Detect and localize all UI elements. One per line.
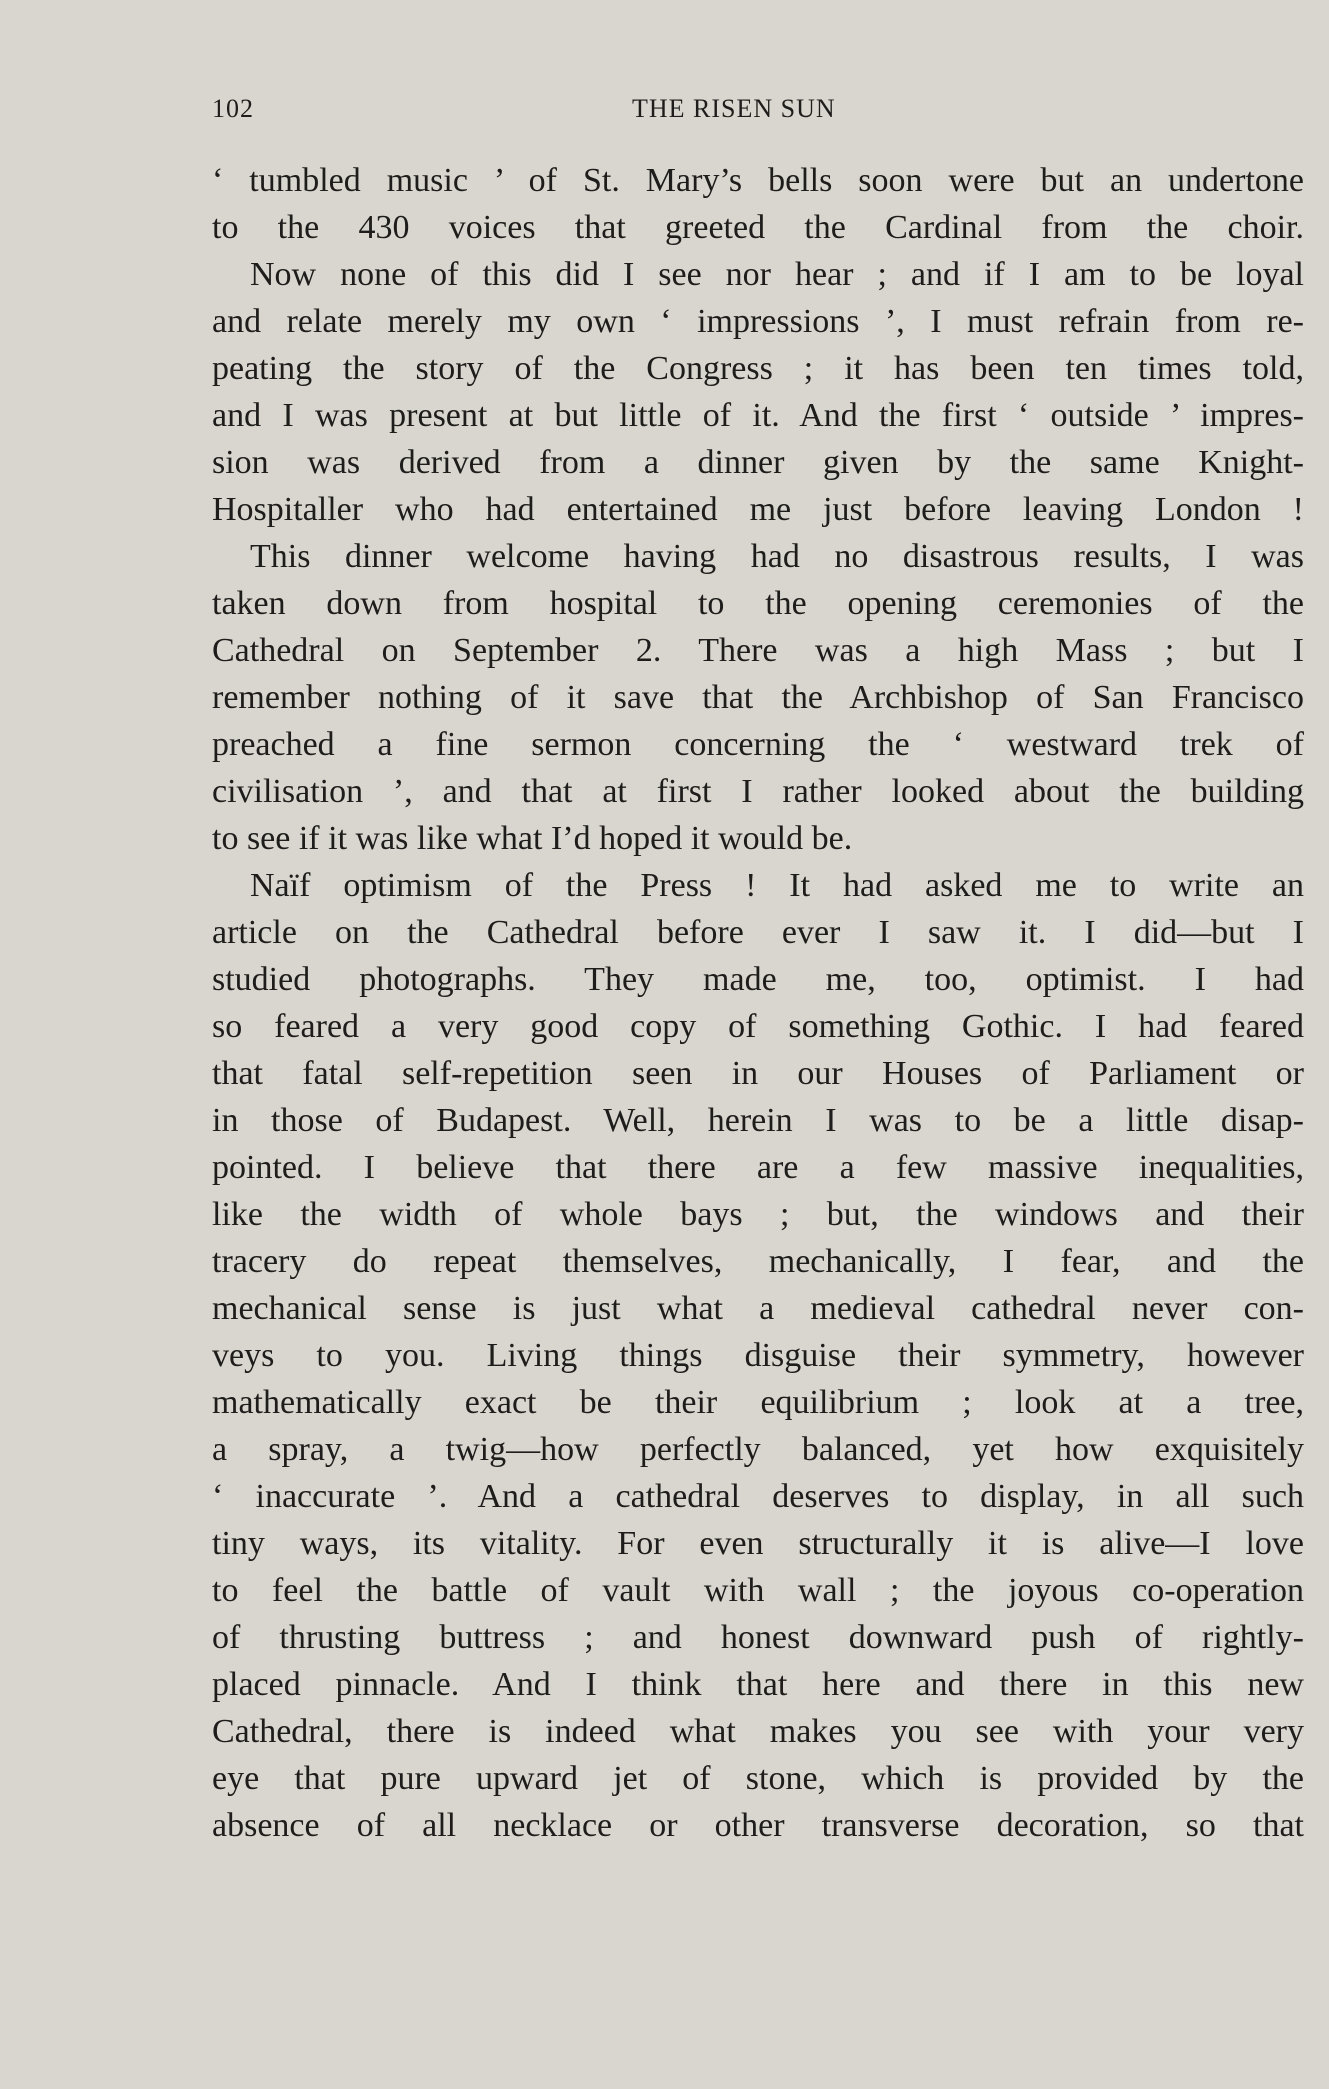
text-line: veys to you. Living things disguise their symmetry, however <box>212 1337 1304 1374</box>
text-line: and I was present at but little of it. And the first ‘ outside ’ impres- <box>212 397 1304 434</box>
text-line: eye that pure upward jet of stone, which is provided by the <box>212 1760 1304 1797</box>
text-line: tracery do repeat themselves, mechanically, I fear, and the <box>212 1243 1304 1280</box>
text-line: preached a fine sermon concerning the ‘ westward trek of <box>212 726 1304 763</box>
text-line: placed pinnacle. And I think that here and there in this new <box>212 1666 1304 1703</box>
text-line: Naïf optimism of the Press ! It had asked me to write an <box>250 867 1304 904</box>
text-line: pointed. I believe that there are a few massive inequalities, <box>212 1149 1304 1186</box>
text-line: ‘ inaccurate ’. And a cathedral deserves to display, in all such <box>212 1478 1304 1515</box>
text-line: Hospitaller who had entertained me just before leaving London ! <box>212 491 1304 528</box>
text-line: tiny ways, its vitality. For even structurally it is alive—I love <box>212 1525 1304 1562</box>
text-line: like the width of whole bays ; but, the windows and their <box>212 1196 1304 1233</box>
text-line: a spray, a twig—how perfectly balanced, yet how exquisitely <box>212 1431 1304 1468</box>
text-line: that fatal self-repetition seen in our Houses of Parliament or <box>212 1055 1304 1092</box>
text-line: article on the Cathedral before ever I saw it. I did—but I <box>212 914 1304 951</box>
text-line: absence of all necklace or other transverse decoration, so that <box>212 1807 1304 1844</box>
text-line: of thrusting buttress ; and honest downward push of rightly- <box>212 1619 1304 1656</box>
running-head <box>212 94 874 134</box>
text-line: This dinner welcome having had no disastrous results, I was <box>250 538 1304 575</box>
text-line: so feared a very good copy of something Gothic. I had feared <box>212 1008 1304 1045</box>
body-text <box>212 157 1304 1849</box>
text-line: Cathedral on September 2. There was a high Mass ; but I <box>212 632 1304 669</box>
text-line: to see if it was like what I’d hoped it would be. <box>212 820 853 857</box>
text-line: to the 430 voices that greeted the Cardinal from the choir. <box>212 209 1304 246</box>
text-line: remember nothing of it save that the Archbishop of San Francisco <box>212 679 1304 716</box>
text-line: mechanical sense is just what a medieval cathedral never con- <box>212 1290 1304 1327</box>
text-line: in those of Budapest. Well, herein I was to be a little disap- <box>212 1102 1304 1139</box>
text-line: to feel the battle of vault with wall ; the joyous co-operation <box>212 1572 1304 1609</box>
page-number: 102 <box>212 94 254 123</box>
text-line: studied photographs. They made me, too, optimist. I had <box>212 961 1304 998</box>
text-line: ‘ tumbled music ’ of St. Mary’s bells soon were but an undertone <box>212 162 1304 199</box>
text-line: and relate merely my own ‘ impressions ’, I must refrain from re- <box>212 303 1304 340</box>
text-line: mathematically exact be their equilibrium ; look at a tree, <box>212 1384 1304 1421</box>
text-line: Cathedral, there is indeed what makes you see with your very <box>212 1713 1304 1750</box>
running-title: THE RISEN SUN <box>632 94 836 123</box>
text-line: taken down from hospital to the opening ceremonies of the <box>212 585 1304 622</box>
text-line: civilisation ’, and that at first I rather looked about the building <box>212 773 1304 810</box>
text-line: sion was derived from a dinner given by the same Knight- <box>212 444 1304 481</box>
text-line: peating the story of the Congress ; it has been ten times told, <box>212 350 1304 387</box>
text-line: Now none of this did I see nor hear ; and if I am to be loyal <box>250 256 1304 293</box>
